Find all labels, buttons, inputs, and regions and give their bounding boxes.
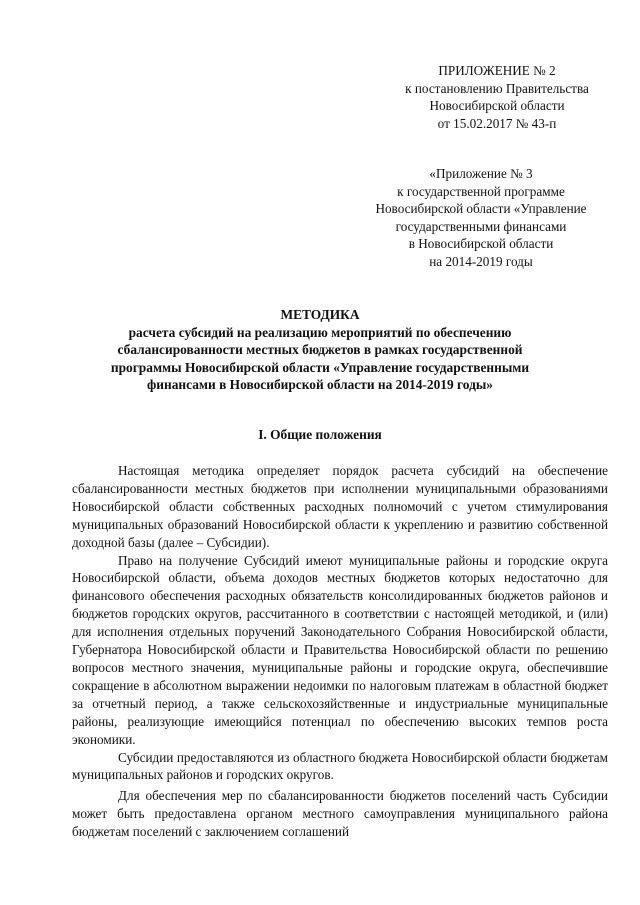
program-appendix-years: на 2014-2019 годы [429,253,533,269]
title-heading: МЕТОДИКА [280,307,360,322]
appendix-number: ПРИЛОЖЕНИЕ № 2 [438,63,556,78]
document-body [72,462,608,841]
program-appendix-header [351,165,611,271]
program-appendix-name-2: государственными финансами [395,218,567,234]
paragraph-2: Право на получение Субсидий имеют муниципальные районы и городские округа Новосибирской области, объема доходов местных бюджетов которых недостаточно для финансового обеспечения расходных обязательств консолидированных бюджетов районов и бюджетов городских округов, рассчитанного в соответствии с настоящей методикой, и (или) для исполнения отдельных поручений Законодательного Собрания Новосибирской области, Губернатора Новосибирской области и Правительства Новосибирской области по решению вопросов местного значения, муниципальные районы и городские округа, обеспечившие сокращение в абсолютном выражении недоимки по налоговым платежам в областной бюджет за отчетный период, а также сельскохозяйственные и индустриальные муниципальные районы, реализующие имеющийся потенциал по обеспечению высоких темпов роста экономики. [72,552,608,747]
program-appendix-ref: к государственной программе [397,183,565,199]
document-title [40,306,600,394]
title-line-2: сбалансированности местных бюджетов в рамках государственной [117,342,523,358]
paragraph-4: Для обеспечения мер по сбалансированности бюджетов поселений часть Субсидии может быть предоставлена органом местного самоуправления муниципального района бюджетам поселений с заключением соглашений [72,788,608,840]
paragraph-1: Настоящая методика определяет порядок расчета субсидий на обеспечение сбалансированности местных бюджетов при исполнении муниципальными образованиями Новосибирской области собственных расходных полномочий с учетом стимулирования муниципальных образований Новосибирской области к укреплению и развитию собственной доходной базы (далее – Субсидии). [72,463,608,550]
title-line-1: расчета субсидий на реализацию мероприятий по обеспечению [128,324,512,340]
decree-appendix-header [367,62,627,132]
program-appendix-name-1: Новосибирской области «Управление [375,201,587,217]
title-line-4: финансами в Новосибирской области на 2014-2019 годы» [147,377,493,393]
paragraph-3: Субсидии предоставляются из областного бюджета Новосибирской области бюджетам муниципальных районов и городских округов. [72,749,608,783]
program-appendix-number: «Приложение № 3 [429,166,533,181]
title-line-3: программы Новосибирской области «Управление государственными [110,359,530,375]
appendix-region: Новосибирской области [429,98,565,114]
program-appendix-name-3: в Новосибирской области [408,236,554,252]
section-heading: I. Общие положения [258,427,382,442]
appendix-date-number: от 15.02.2017 № 43-п [437,115,557,131]
appendix-decree-ref: к постановлению Правительства [405,80,589,96]
